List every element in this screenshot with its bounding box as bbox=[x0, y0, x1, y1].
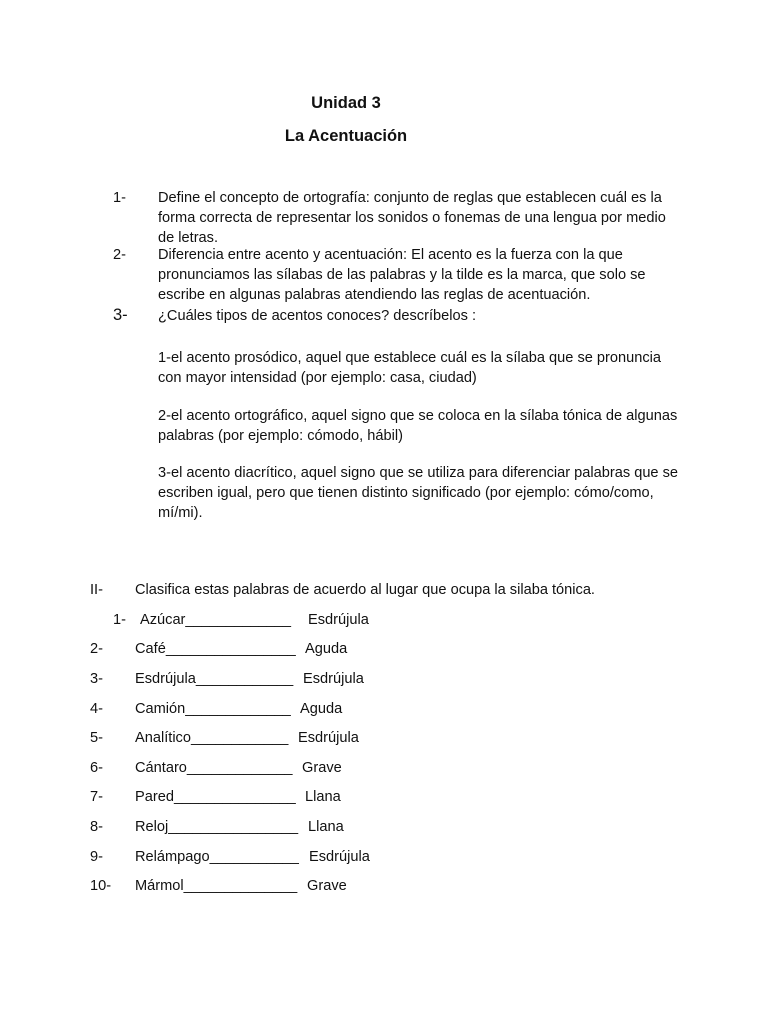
accent-type-paragraph: 3-el acento diacrítico, aquel signo que se utiliza para diferenciar palabras que se escriben igual, pero que tienen distinto significado (por ejemplo: cómo/como, mí/mi). bbox=[158, 465, 679, 521]
row-answer: Grave bbox=[307, 878, 347, 894]
question-number: 1- bbox=[113, 190, 126, 206]
row-answer: Aguda bbox=[305, 641, 348, 657]
row-answer: Grave bbox=[302, 760, 342, 776]
row-word: Relámpago___________ bbox=[135, 849, 299, 865]
row-number: 2- bbox=[90, 641, 103, 657]
classify-row bbox=[0, 610, 768, 630]
row-number: 1- bbox=[113, 612, 126, 628]
row-number: 7- bbox=[90, 789, 103, 805]
row-answer: Llana bbox=[305, 789, 341, 805]
accent-type-paragraph: 1-el acento prosódico, aquel que establece cuál es la sílaba que se pronuncia con mayor intensidad (por ejemplo: casa, ciudad) bbox=[158, 350, 662, 386]
classify-row bbox=[0, 876, 768, 896]
classify-row bbox=[0, 699, 768, 719]
accent-type-paragraph: 2-el acento ortográfico, aquel signo que se coloca en la sílaba tónica de algunas palabras (por ejemplo: cómodo, hábil) bbox=[158, 408, 678, 444]
unit-heading: Unidad 3 bbox=[311, 94, 381, 112]
row-word: Mármol______________ bbox=[135, 878, 298, 894]
row-word: Azúcar_____________ bbox=[140, 612, 291, 628]
question-number: 3- bbox=[113, 306, 128, 324]
classify-row bbox=[0, 669, 768, 689]
row-number: 9- bbox=[90, 849, 103, 865]
row-word: Camión_____________ bbox=[135, 701, 291, 717]
row-word: Esdrújula____________ bbox=[135, 671, 294, 687]
row-answer: Llana bbox=[308, 819, 344, 835]
classify-row bbox=[0, 787, 768, 807]
question-text: Diferencia entre acento y acentuación: El acento es la fuerza con la que pronunciamos las sílabas de las palabras y la tilde es la marca, que solo se escribe en algunas palabras atendiendo las reglas de acentuación. bbox=[158, 247, 646, 303]
row-answer: Esdrújula bbox=[308, 612, 369, 628]
row-word: Analítico____________ bbox=[135, 730, 289, 746]
row-number: 4- bbox=[90, 701, 103, 717]
row-answer: Aguda bbox=[300, 701, 343, 717]
question-text: Define el concepto de ortografía: conjunto de reglas que establecen cuál es la forma correcta de representar los sonidos o fonemas de una lengua por medio de letras. bbox=[158, 190, 666, 246]
classify-row bbox=[0, 639, 768, 659]
row-number: 6- bbox=[90, 760, 103, 776]
classify-row bbox=[0, 728, 768, 748]
row-number: 10- bbox=[90, 878, 112, 894]
row-answer: Esdrújula bbox=[303, 671, 364, 687]
section-number: II- bbox=[90, 582, 103, 598]
row-number: 8- bbox=[90, 819, 103, 835]
row-answer: Esdrújula bbox=[309, 849, 370, 865]
row-word: Pared_______________ bbox=[135, 789, 296, 805]
row-word: Cántaro_____________ bbox=[135, 760, 293, 776]
section-instruction: Clasifica estas palabras de acuerdo al lugar que ocupa la silaba tónica. bbox=[135, 582, 595, 598]
page-title: La Acentuación bbox=[284, 127, 408, 145]
question-number: 2- bbox=[113, 247, 126, 263]
classify-row bbox=[0, 758, 768, 778]
classify-row bbox=[0, 847, 768, 867]
row-word: Café________________ bbox=[135, 641, 296, 657]
classify-row bbox=[0, 817, 768, 837]
row-answer: Esdrújula bbox=[298, 730, 359, 746]
question-text: ¿Cuáles tipos de acentos conoces? descríbelos : bbox=[158, 308, 476, 324]
row-number: 3- bbox=[90, 671, 103, 687]
row-number: 5- bbox=[90, 730, 103, 746]
row-word: Reloj________________ bbox=[135, 819, 299, 835]
